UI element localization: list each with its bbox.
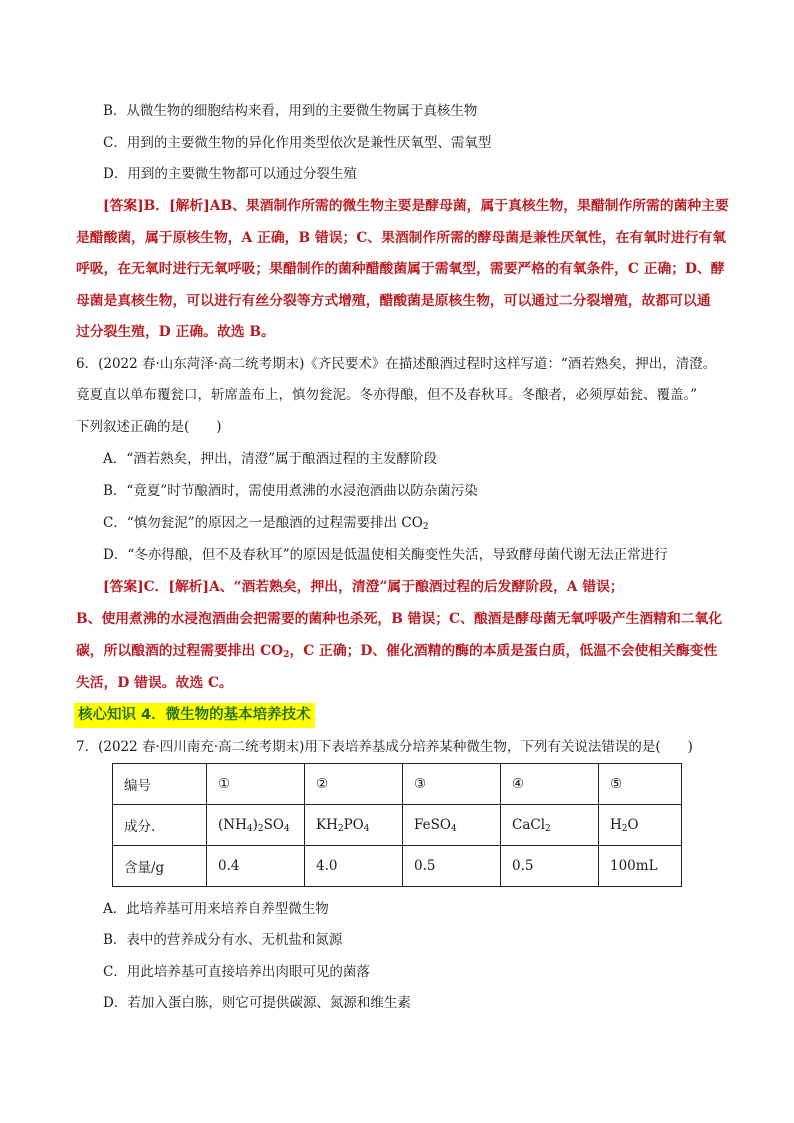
- q6-stem-line-1: 6．(2022 春·山东菏泽·高二统考期末)《齐民要术》在描述酿酒过程时这样写道：“酒若熟矣，押出，清澄。: [76, 356, 717, 372]
- table-row: [113, 764, 682, 805]
- row-label-number: 编号: [113, 764, 207, 805]
- q6-option-c: C．“慎勿瓮泥”的原因之一是酿酒的过程需要排出 $CO_2$: [103, 515, 429, 532]
- q7-stem: 7．(2022 春·四川南充·高二统考期末)用下表培养基成分培养某种微生物，下列有关说法错误的是( ): [76, 739, 693, 755]
- q6-option-d: D．“冬亦得酿，但不及春秋耳”的原因是低温使相关酶变性失活，导致酵母菌代谢无法正常进行: [103, 547, 668, 563]
- cell-amount-5: 100mL: [599, 846, 682, 887]
- q6-answer-line-3: 碳，所以酿酒的过程需要排出 $CO_2$，C 正确；D、催化酒精的酶的本质是蛋白质，低温不会使相关酶变性: [76, 643, 718, 660]
- cell-component-5: $H_2O$: [599, 805, 682, 846]
- q6-answer-line-1: [答案]C．[解析]A、“酒若熟矣，押出，清澄”属于酿酒过程的后发酵阶段，A 错误；: [103, 579, 624, 595]
- table-row: [113, 805, 682, 846]
- q5-answer-line-1: [答案]B．[解析]AB、果酒制作所需的微生物主要是酵母菌，属于真核生物，果醋制作所需的菌种主要: [103, 198, 729, 214]
- cell-amount-3: 0.5: [403, 846, 501, 887]
- row-label-component: 成分.: [113, 805, 207, 846]
- q5-answer-line-3: 呼吸，在无氧时进行无氧呼吸；果醋制作的菌种醋酸菌属于需氧型，需要严格的有氧条件，C 正确；D、酵: [76, 261, 725, 277]
- q5-option-c: C．用到的主要微生物的异化作用类型依次是兼性厌氧型、需氧型: [103, 135, 492, 151]
- cell-amount-4: 0.5: [501, 846, 599, 887]
- table-row: [113, 846, 682, 887]
- q6-answer-line-2: B、使用煮沸的水浸泡酒曲会把需要的菌种也杀死，B 错误；C、酿酒是酵母菌无氧呼吸产生酒精和二氧化: [76, 611, 723, 627]
- q6-stem-line-3: 下列叙述正确的是( ): [76, 419, 222, 435]
- cell-component-1: $(NH_4)_2SO_4$: [207, 805, 305, 846]
- cell-amount-2: 4.0: [305, 846, 403, 887]
- cell-number-5: ⑤: [599, 764, 682, 805]
- q7-option-c: C．用此培养基可直接培养出肉眼可见的菌落: [103, 964, 370, 980]
- cell-number-3: ③: [403, 764, 501, 805]
- cell-component-4: CaCl$_2$: [501, 805, 599, 846]
- q6-option-a: A．“酒若熟矣，押出，清澄”属于酿酒过程的主发酵阶段: [103, 451, 438, 467]
- q6-option-b: B．“竟夏”时节酿酒时，需使用煮沸的水浸泡酒曲以防杂菌污染: [103, 483, 478, 499]
- medium-composition-table: [112, 763, 682, 887]
- q5-answer-line-2: 是醋酸菌，属于原核生物，A 正确，B 错误；C、果酒制作所需的酵母菌是兼性厌氧性，在有氧时进行有氧: [76, 230, 727, 246]
- q5-answer-line-4: 母菌是真核生物，可以进行有丝分裂等方式增殖，醋酸菌是原核生物，可以通过二分裂增殖，故都可以通: [76, 293, 711, 309]
- cell-number-4: ④: [501, 764, 599, 805]
- section-heading: 核心知识 4．微生物的基本培养技术: [74, 703, 315, 728]
- cell-number-2: ②: [305, 764, 403, 805]
- cell-component-2: $KH_2PO_4$: [305, 805, 403, 846]
- q6-stem-line-2: 竟夏直以单布覆瓮口，斩席盖布上，慎勿瓮泥。冬亦得酿，但不及春秋耳。冬酿者，必须厚茹瓮、覆盖。”: [76, 387, 698, 403]
- q5-option-d: D．用到的主要微生物都可以通过分裂生殖: [103, 166, 357, 182]
- cell-amount-1: 0.4: [207, 846, 305, 887]
- q7-option-d: D．若加入蛋白胨，则它可提供碳源、氮源和维生素: [103, 995, 411, 1011]
- row-label-amount: 含量/g: [113, 846, 207, 887]
- q5-answer-line-5: 过分裂生殖，D 正确。故选 B。: [76, 324, 275, 340]
- cell-component-3: FeSO$_4$: [403, 805, 501, 846]
- q6-answer-line-4: 失活，D 错误。故选 C。: [76, 675, 233, 691]
- q7-option-b: B．表中的营养成分有水、无机盐和氮源: [103, 932, 343, 948]
- q5-option-b: B．从微生物的细胞结构来看，用到的主要微生物属于真核生物: [103, 103, 478, 119]
- cell-number-1: ①: [207, 764, 305, 805]
- q7-option-a: A．此培养基可用来培养自养型微生物: [103, 901, 329, 917]
